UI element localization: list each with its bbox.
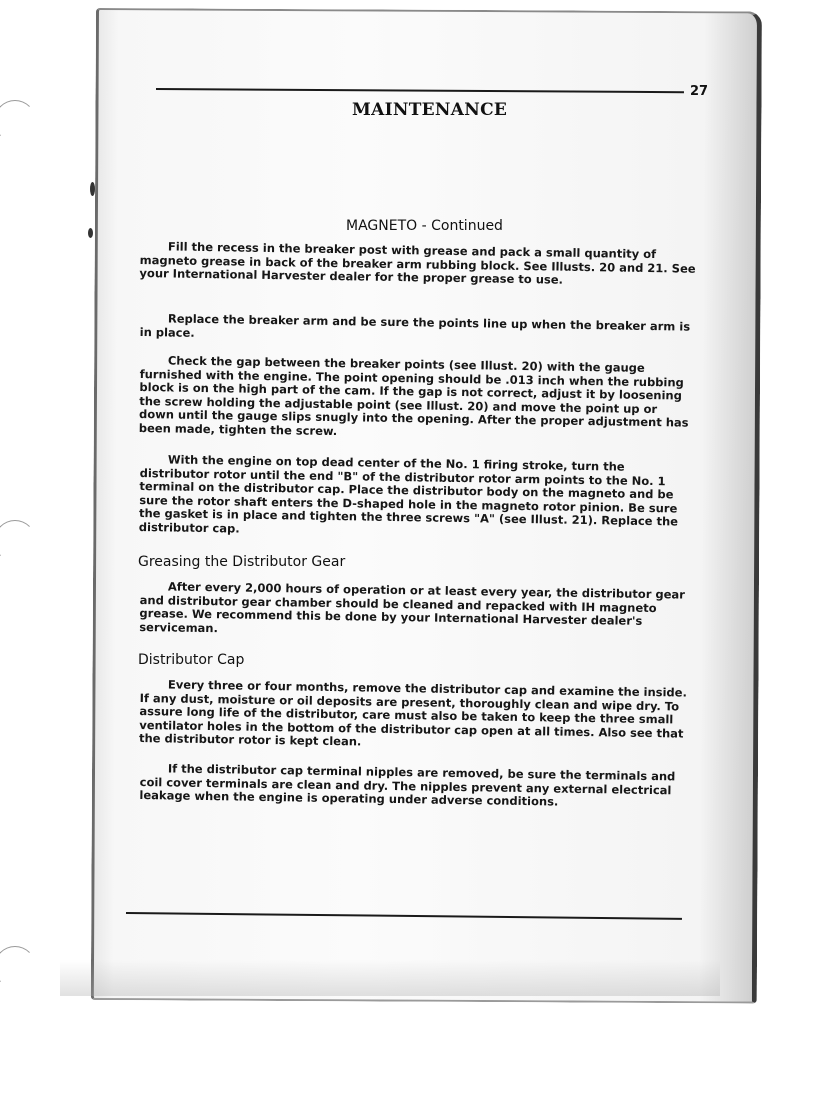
greasing-paragraph bbox=[139, 580, 696, 643]
paragraph-text: After every 2,000 hours of operation or at least every year, the distributor gear and distributor gear chamber should be cleaned and repacked with IH magneto grease. We recommend this be done by your International Harvester dealer's serviceman. bbox=[139, 579, 686, 635]
binder-hole-bottom bbox=[0, 946, 36, 988]
paragraph-text: Every three or four months, remove the distributor cap and examine the inside. If any dust, moisture or oil deposits are present, thoroughly clean and wipe dry. To assure long life of the distributor, care must also be taken to keep the three small ventilator holes in the bottom of the distributor cap open at all times. Also see that the distributor rotor is kept clean. bbox=[138, 677, 688, 749]
page-shadow bbox=[60, 960, 720, 996]
scan-speck bbox=[90, 182, 95, 196]
section-title: MAGNETO - Continued bbox=[346, 218, 503, 234]
paragraph-text: If the distributor cap terminal nipples are removed, be sure the terminals and coil cover terminals are clean and dry. The nipples prevent any external electrical leakage when the engine is operating under adverse conditions. bbox=[139, 761, 676, 809]
paragraph-text: Check the gap between the breaker points (see Illust. 20) with the gauge furnished with the engine. The point opening should be .013 inch when the rubbing block is on the high part of the cam. If the gap is not correct, adjust it by loosening the screw holding the adjustable point (see Illust. 20) and move the point up or down until the gauge slips snugly into the opening. After the proper adjustment has been made, tighten the screw. bbox=[138, 353, 689, 438]
paragraph-text: Replace the breaker arm and be sure the points line up when the breaker arm is in place. bbox=[139, 311, 691, 340]
distributor-cap-paragraph-1 bbox=[139, 678, 696, 754]
paragraph-text: With the engine on top dead center of the No. 1 firing stroke, turn the distributor rotor until the end "B" of the distributor rotor arm points to the No. 1 terminal on the distributor cap. Place the distributor body on the magneto and be sure the rotor shaft enters the D-shaped hole in the magneto rotor pinion. Be sure the gasket is in place and tighten the three screws "A" (see Illust. 21). Replace the distributor cap. bbox=[138, 452, 679, 536]
page-title: MAINTENANCE bbox=[352, 100, 508, 120]
scan-speck bbox=[88, 228, 93, 238]
binder-hole-top bbox=[0, 100, 36, 142]
paragraph-4 bbox=[139, 453, 696, 543]
page-number: 27 bbox=[690, 84, 709, 99]
binder-hole-middle bbox=[0, 520, 36, 562]
paragraph-text: Fill the recess in the breaker post with grease and pack a small quantity of magneto grease in back of the breaker arm rubbing block. See Illusts. 20 and 21. See your International Harvester dealer for the proper grease to use. bbox=[139, 239, 696, 287]
distributor-cap-heading: Distributor Cap bbox=[138, 652, 245, 668]
paragraph-3 bbox=[139, 354, 696, 444]
greasing-heading: Greasing the Distributor Gear bbox=[138, 554, 346, 570]
